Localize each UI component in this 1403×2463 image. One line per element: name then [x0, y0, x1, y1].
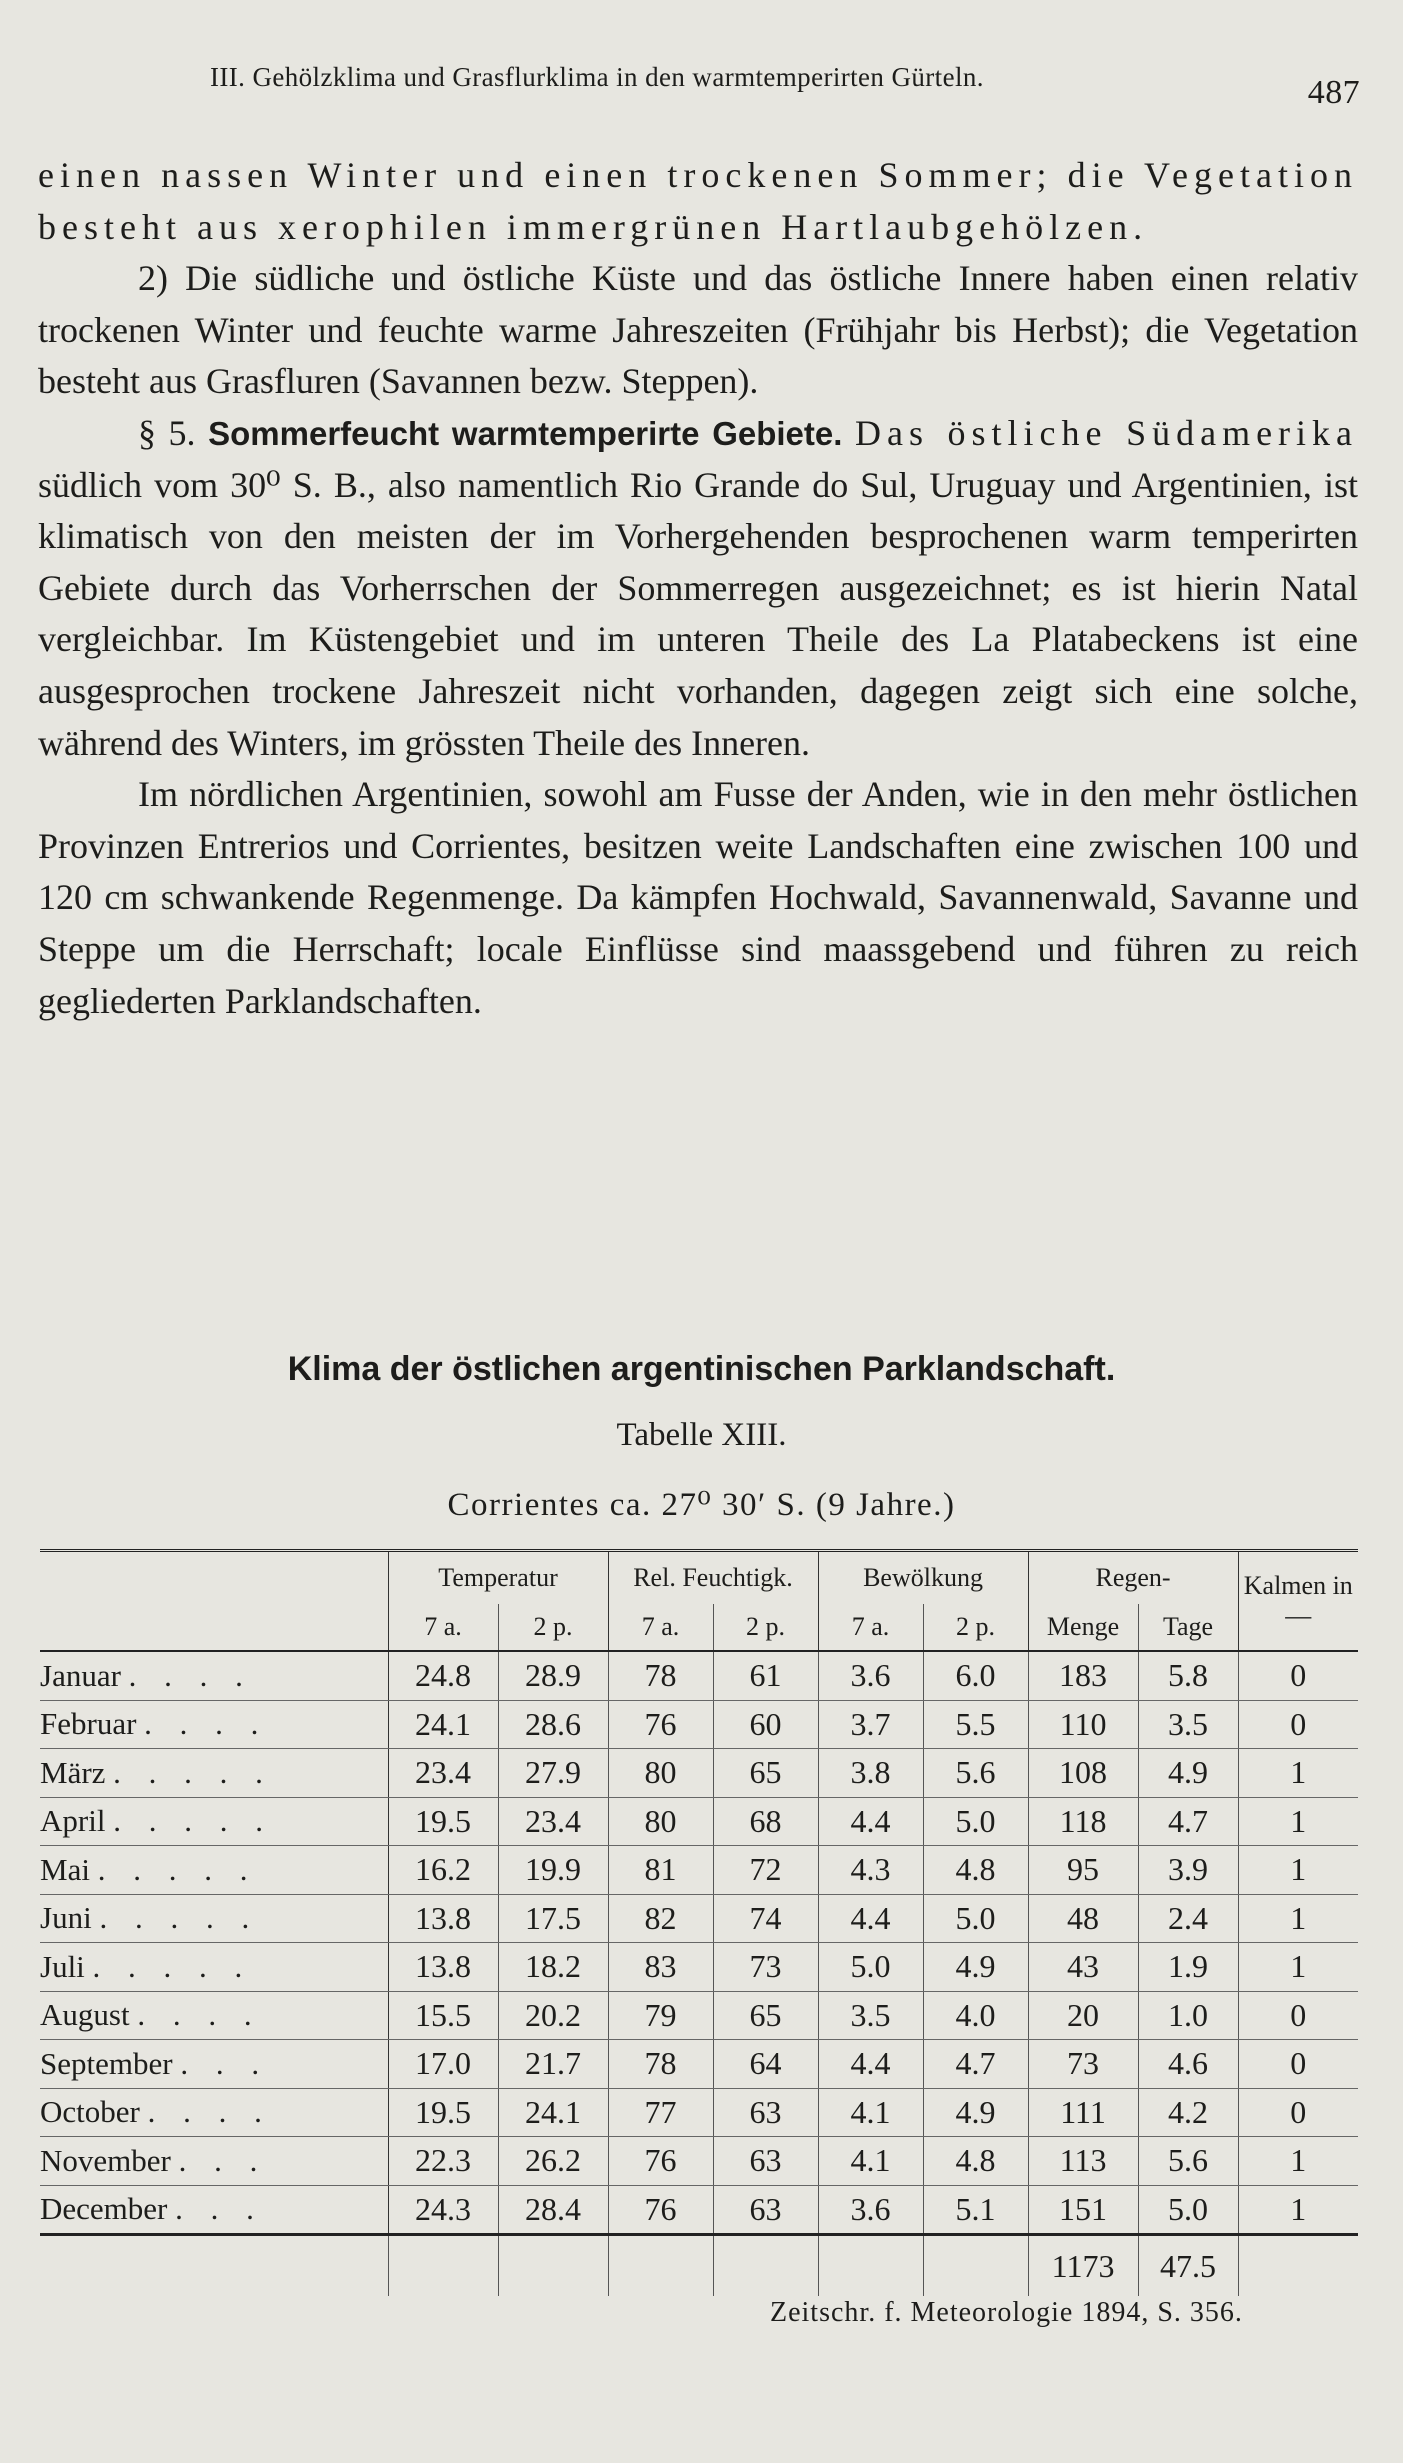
value-cell: 74 — [713, 1894, 818, 1943]
totals-cell — [498, 2235, 608, 2297]
value-cell: 26.2 — [498, 2137, 608, 2186]
value-cell: 79 — [608, 1991, 713, 2040]
value-cell: 64 — [713, 2040, 818, 2089]
value-cell: 13.8 — [388, 1943, 498, 1992]
body-text — [38, 150, 1358, 1027]
value-cell: 4.2 — [1138, 2088, 1238, 2137]
leader-dots: . . . . . — [99, 1900, 260, 1936]
month-label: September — [40, 2045, 173, 2081]
value-cell: 60 — [713, 1700, 818, 1749]
value-cell: 24.1 — [388, 1700, 498, 1749]
value-cell: 68 — [713, 1797, 818, 1846]
month-label: November — [40, 2142, 171, 2178]
value-cell: 3.8 — [818, 1749, 923, 1798]
leader-dots: . . . . — [128, 1657, 253, 1693]
value-cell: 183 — [1028, 1652, 1138, 1700]
table-row — [40, 1652, 1358, 1700]
subheader-feucht-2p: 2 p. — [713, 1604, 818, 1651]
running-head — [210, 62, 1360, 111]
value-cell: 15.5 — [388, 1991, 498, 2040]
value-cell: 76 — [608, 2185, 713, 2235]
value-cell: 4.4 — [818, 2040, 923, 2089]
value-cell: 63 — [713, 2137, 818, 2186]
month-label: Juli — [40, 1948, 85, 1984]
totals-cell — [818, 2235, 923, 2297]
value-cell: 13.8 — [388, 1894, 498, 1943]
value-cell: 4.3 — [818, 1846, 923, 1895]
value-cell: 3.7 — [818, 1700, 923, 1749]
value-cell: 4.4 — [818, 1797, 923, 1846]
month-label: Februar — [40, 1706, 137, 1742]
total-menge: 1173 — [1028, 2235, 1138, 2297]
value-cell: 1 — [1238, 1846, 1358, 1895]
value-cell: 1 — [1238, 1894, 1358, 1943]
table-title: Klima der östlichen argentinischen Parklandschaft. — [287, 1350, 1116, 1388]
subheader-regen-tage: Tage — [1138, 1604, 1238, 1651]
subheader-bew-7a: 7 a. — [818, 1604, 923, 1651]
subheader-temp-7a: 7 a. — [388, 1604, 498, 1651]
value-cell: 5.0 — [818, 1943, 923, 1992]
subheader-regen-menge: Menge — [1028, 1604, 1138, 1651]
paragraph-2: 2) Die südliche und östliche Küste und das östliche Innere haben einen relativ trockenen Winter und feuchte warme Jahreszeiten (Frühjahr bis Herbst); die Vegetation besteht aus Grasfluren (Savannen bezw. Steppen). — [38, 258, 1358, 402]
subheader-bew-2p: 2 p. — [923, 1604, 1028, 1651]
month-cell — [40, 1846, 388, 1895]
value-cell: 118 — [1028, 1797, 1138, 1846]
value-cell: 82 — [608, 1894, 713, 1943]
leader-dots: . . . — [178, 2142, 268, 2178]
month-cell — [40, 1894, 388, 1943]
value-cell: 6.0 — [923, 1652, 1028, 1700]
value-cell: 28.9 — [498, 1652, 608, 1700]
value-cell: 1.0 — [1138, 1991, 1238, 2040]
value-cell: 76 — [608, 1700, 713, 1749]
value-cell: 1 — [1238, 1797, 1358, 1846]
value-cell: 23.4 — [498, 1797, 608, 1846]
value-cell: 4.8 — [923, 1846, 1028, 1895]
value-cell: 16.2 — [388, 1846, 498, 1895]
value-cell: 81 — [608, 1846, 713, 1895]
value-cell: 4.1 — [818, 2088, 923, 2137]
value-cell: 27.9 — [498, 1749, 608, 1798]
table-row — [40, 1894, 1358, 1943]
value-cell: 80 — [608, 1797, 713, 1846]
value-cell: 24.1 — [498, 2088, 608, 2137]
value-cell: 5.5 — [923, 1700, 1028, 1749]
value-cell: 5.8 — [1138, 1652, 1238, 1700]
value-cell: 20 — [1028, 1991, 1138, 2040]
month-label: Januar — [40, 1657, 121, 1693]
table-body — [40, 1652, 1358, 2235]
table-row — [40, 1700, 1358, 1749]
value-cell: 0 — [1238, 2040, 1358, 2089]
subheader-temp-2p: 2 p. — [498, 1604, 608, 1651]
leader-dots: . . . . — [144, 1706, 269, 1742]
totals-cell — [1238, 2235, 1358, 2297]
month-cell — [40, 1700, 388, 1749]
leader-dots: . . . . . — [113, 1754, 273, 1790]
value-cell: 63 — [713, 2185, 818, 2235]
value-cell: 0 — [1238, 1652, 1358, 1700]
value-cell: 5.6 — [923, 1749, 1028, 1798]
value-cell: 111 — [1028, 2088, 1138, 2137]
leader-dots: . . . — [175, 2191, 264, 2227]
month-cell — [40, 2185, 388, 2235]
value-cell: 78 — [608, 2040, 713, 2089]
leader-dots: . . . . . — [92, 1948, 253, 1984]
section-heading: Sommerfeucht warmtemperirte Gebiete. — [208, 414, 843, 452]
month-label: October — [40, 2094, 140, 2130]
value-cell: 151 — [1028, 2185, 1138, 2235]
value-cell: 3.5 — [818, 1991, 923, 2040]
value-cell: 48 — [1028, 1894, 1138, 1943]
value-cell: 3.9 — [1138, 1846, 1238, 1895]
value-cell: 3.6 — [818, 1652, 923, 1700]
value-cell: 0 — [1238, 1700, 1358, 1749]
month-label: Juni — [40, 1900, 92, 1936]
table-number: Tabelle XIII. — [616, 1417, 787, 1453]
month-cell — [40, 1749, 388, 1798]
value-cell: 23.4 — [388, 1749, 498, 1798]
group-header-row — [40, 1551, 1358, 1605]
paragraph-3-spaced: Das östliche Südamerika — [855, 412, 1359, 453]
header-bewoelkung: Bewölkung — [818, 1551, 1028, 1605]
table-row — [40, 2040, 1358, 2089]
value-cell: 18.2 — [498, 1943, 608, 1992]
month-label: April — [40, 1803, 106, 1839]
value-cell: 2.4 — [1138, 1894, 1238, 1943]
value-cell: 4.9 — [1138, 1749, 1238, 1798]
value-cell: 5.1 — [923, 2185, 1028, 2235]
value-cell: 76 — [608, 2137, 713, 2186]
totals-row — [40, 2235, 1358, 2297]
value-cell: 5.6 — [1138, 2137, 1238, 2186]
totals-cell — [923, 2235, 1028, 2297]
value-cell: 1 — [1238, 2137, 1358, 2186]
month-cell — [40, 1991, 388, 2040]
value-cell: 17.0 — [388, 2040, 498, 2089]
totals-cell — [608, 2235, 713, 2297]
paragraph-3-text: südlich vom 30⁰ S. B., also namentlich Rio Grande do Sul, Uruguay und Argentinien, ist klimatisch von den meisten der im Vorhergehenden besprochenen warm temperirten Gebiete durch das Vorherrschen der Sommerregen ausgezeichnet; es ist hierin Natal vergleichbar. Im Küstengebiet und im unteren Theile des La Platabeckens ist eine ausgesprochen trockene Jahreszeit nicht vorhanden, dagegen zeigt sich eine solche, während des Winters, im grössten Theile des Inneren. — [38, 464, 1358, 763]
table-row — [40, 1846, 1358, 1895]
value-cell: 3.6 — [818, 2185, 923, 2235]
value-cell: 19.5 — [388, 1797, 498, 1846]
subheader-feucht-7a: 7 a. — [608, 1604, 713, 1651]
leader-dots: . . . . . — [113, 1803, 273, 1839]
value-cell: 21.7 — [498, 2040, 608, 2089]
value-cell: 113 — [1028, 2137, 1138, 2186]
table-row — [40, 1991, 1358, 2040]
value-cell: 28.4 — [498, 2185, 608, 2235]
value-cell: 19.9 — [498, 1846, 608, 1895]
section-number: § 5. — [138, 412, 196, 453]
header-stub — [40, 1551, 388, 1652]
value-cell: 4.8 — [923, 2137, 1028, 2186]
value-cell: 3.5 — [1138, 1700, 1238, 1749]
value-cell: 80 — [608, 1749, 713, 1798]
value-cell: 61 — [713, 1652, 818, 1700]
month-cell — [40, 1652, 388, 1700]
header-regen: Regen- — [1028, 1551, 1238, 1605]
leader-dots: . . . . — [147, 2094, 272, 2130]
leader-dots: . . . . . — [97, 1851, 258, 1887]
value-cell: 4.9 — [923, 2088, 1028, 2137]
climate-table — [40, 1549, 1358, 2296]
value-cell: 73 — [713, 1943, 818, 1992]
totals-cell — [713, 2235, 818, 2297]
value-cell: 4.1 — [818, 2137, 923, 2186]
table-row — [40, 2088, 1358, 2137]
month-cell — [40, 2088, 388, 2137]
value-cell: 77 — [608, 2088, 713, 2137]
leader-dots: . . . — [180, 2045, 270, 2081]
value-cell: 65 — [713, 1991, 818, 2040]
paragraph-4: Im nördlichen Argentinien, sowohl am Fusse der Anden, wie in den mehr östlichen Provinzen Entrerios und Corrientes, besitzen weite Landschaften eine zwischen 100 und 120 cm schwankende Regenmenge. Da kämpfen Hochwald, Savannenwald, Savanne und Steppe um die Herrschaft; locale Einflüsse sind maassgebend und führen zu reich gegliederten Parklandschaften. — [38, 774, 1358, 1021]
month-label: März — [40, 1754, 106, 1790]
value-cell: 1 — [1238, 2185, 1358, 2235]
value-cell: 108 — [1028, 1749, 1138, 1798]
value-cell: 95 — [1028, 1846, 1138, 1895]
value-cell: 4.7 — [923, 2040, 1028, 2089]
month-label: December — [40, 2191, 168, 2227]
value-cell: 22.3 — [388, 2137, 498, 2186]
month-cell — [40, 1943, 388, 1992]
source-citation: Zeitschr. f. Meteorologie 1894, S. 356. — [770, 2297, 1243, 2328]
value-cell: 43 — [1028, 1943, 1138, 1992]
value-cell: 4.9 — [923, 1943, 1028, 1992]
table-row — [40, 1797, 1358, 1846]
table-row — [40, 1749, 1358, 1798]
value-cell: 4.6 — [1138, 2040, 1238, 2089]
running-head-title: III. Gehölzklima und Grasflurklima in den warmtemperirten Gürteln. — [210, 62, 984, 92]
value-cell: 1 — [1238, 1749, 1358, 1798]
value-cell: 65 — [713, 1749, 818, 1798]
value-cell: 24.3 — [388, 2185, 498, 2235]
month-cell — [40, 2137, 388, 2186]
value-cell: 73 — [1028, 2040, 1138, 2089]
value-cell: 20.2 — [498, 1991, 608, 2040]
value-cell: 5.0 — [923, 1797, 1028, 1846]
month-cell — [40, 2040, 388, 2089]
header-temperatur: Temperatur — [388, 1551, 608, 1605]
value-cell: 4.0 — [923, 1991, 1028, 2040]
table-row — [40, 2137, 1358, 2186]
value-cell: 0 — [1238, 2088, 1358, 2137]
value-cell: 5.0 — [1138, 2185, 1238, 2235]
value-cell: 4.7 — [1138, 1797, 1238, 1846]
value-cell: 28.6 — [498, 1700, 608, 1749]
value-cell: 1 — [1238, 1943, 1358, 1992]
paragraph-1: einen nassen Winter und einen trockenen Sommer; die Vegetation besteht aus xerophilen immergrünen Hartlaubgehölzen. — [38, 155, 1358, 247]
value-cell: 17.5 — [498, 1894, 608, 1943]
value-cell: 110 — [1028, 1700, 1138, 1749]
header-feuchtigkeit: Rel. Feuchtigk. — [608, 1551, 818, 1605]
value-cell: 1.9 — [1138, 1943, 1238, 1992]
paragraph-3 — [38, 408, 1358, 769]
total-tage: 47.5 — [1138, 2235, 1238, 2297]
value-cell: 24.8 — [388, 1652, 498, 1700]
value-cell: 83 — [608, 1943, 713, 1992]
table-row — [40, 2185, 1358, 2235]
table-row — [40, 1943, 1358, 1992]
totals-stub — [40, 2235, 388, 2297]
value-cell: 72 — [713, 1846, 818, 1895]
page-number: 487 — [1307, 74, 1360, 111]
month-cell — [40, 1797, 388, 1846]
table-location: Corrientes ca. 27⁰ 30′ S. (9 Jahre.) — [447, 1487, 956, 1523]
value-cell: 63 — [713, 2088, 818, 2137]
header-kalmen: Kalmen in — — [1238, 1551, 1358, 1652]
value-cell: 0 — [1238, 1991, 1358, 2040]
leader-dots: . . . . — [137, 1997, 262, 2033]
month-label: August — [40, 1997, 130, 2033]
value-cell: 78 — [608, 1652, 713, 1700]
value-cell: 4.4 — [818, 1894, 923, 1943]
totals-cell — [388, 2235, 498, 2297]
value-cell: 5.0 — [923, 1894, 1028, 1943]
month-label: Mai — [40, 1851, 90, 1887]
value-cell: 19.5 — [388, 2088, 498, 2137]
